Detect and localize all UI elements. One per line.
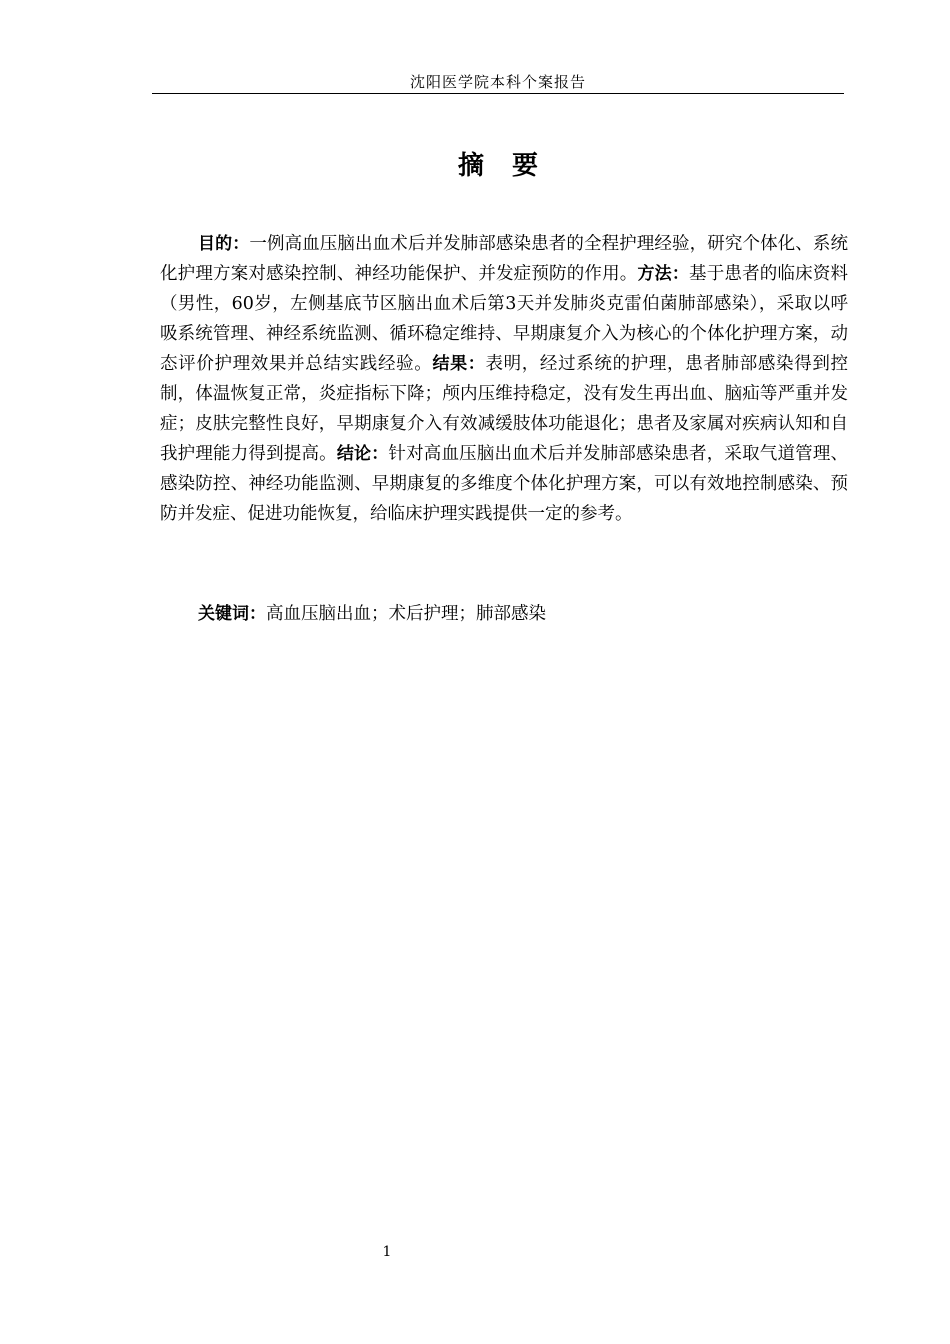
header-divider xyxy=(152,93,844,94)
page-title: 摘要 xyxy=(457,151,566,181)
objective-text: 一例高血压脑出血术后并发肺部感染患者的全程护理经验，研究个体化、系统化护理方案对感染控制、神经功能保护、并发症预防的作用。 xyxy=(160,234,849,284)
conclusion-text: 针对高血压脑出血术后并发肺部感染患者，采取气道管理、感染防控、神经功能监测、早期康复的多维度个体化护理方案，可以有效地控制感染、预防并发症、促进功能恢复，给临床护理实践提供一定的参考。 xyxy=(160,444,849,524)
keywords-text: 高血压脑出血；术后护理；肺部感染 xyxy=(266,604,546,624)
keywords-line xyxy=(198,599,848,629)
result-label: 结果： xyxy=(432,354,486,374)
keywords-label: 关键词： xyxy=(198,604,266,624)
method-text: 基于患者的临床资料（男性，60岁，左侧基底节区脑出血术后第3天并发肺炎克雷伯菌肺部感染），采取以呼吸系统管理、神经系统监测、循环稳定维持、早期康复介入为核心的个体化护理方案，动态评价护理效果并总结实践经验。 xyxy=(160,264,849,374)
objective-label: 目的： xyxy=(198,234,250,254)
abstract-paragraph xyxy=(160,229,848,529)
conclusion-label: 结论： xyxy=(336,444,389,464)
running-header: 沈阳医学院本科个案报告 xyxy=(409,73,586,91)
method-label: 方法： xyxy=(637,264,690,284)
page-number: 1 xyxy=(382,1244,392,1260)
result-text: 表明，经过系统的护理，患者肺部感染得到控制，体温恢复正常，炎症指标下降；颅内压维持稳定，没有发生再出血、脑疝等严重并发症；皮肤完整性良好，早期康复介入有效减缓肢体功能退化；患者及家属对疾病认知和自我护理能力得到提高。 xyxy=(160,354,849,464)
